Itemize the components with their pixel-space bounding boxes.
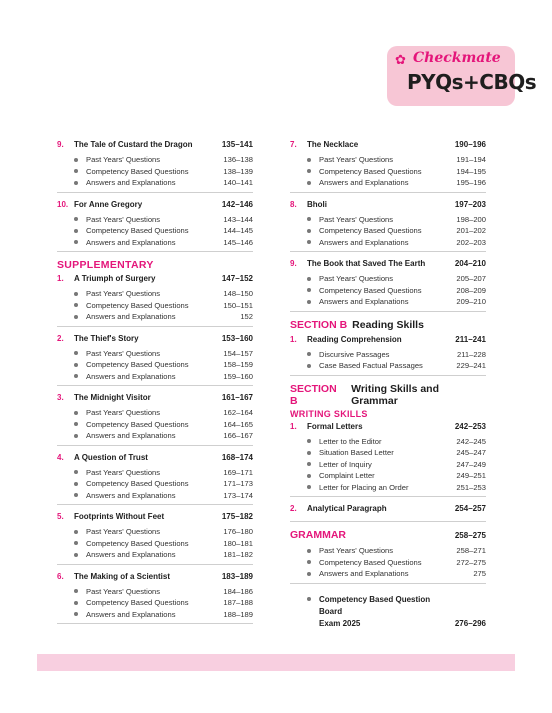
sub-item[interactable]	[57, 154, 253, 166]
board-line1: Competency Based Question Board	[319, 594, 431, 616]
sub-item-label: Past Years' Questions	[86, 289, 161, 299]
sub-item-pages: 166–167	[223, 431, 253, 441]
sub-item-pages: 173–174	[223, 490, 253, 500]
bullet-icon	[307, 474, 311, 478]
footer-band	[37, 654, 515, 671]
sub-item-pages: 245–247	[456, 448, 486, 458]
sub-item[interactable]	[290, 557, 486, 569]
sub-item[interactable]	[57, 288, 253, 300]
bullet-icon	[307, 572, 311, 576]
bullet-icon	[307, 364, 311, 368]
section-b-reading-heading	[290, 319, 486, 331]
sub-item-label: Competency Based Questions	[86, 538, 189, 548]
sub-item-label: Competency Based Questions	[319, 285, 422, 295]
sub-item-label: Answers and Explanations	[319, 178, 409, 188]
bullet-icon	[307, 181, 311, 185]
sub-item[interactable]	[57, 478, 253, 490]
chapter-pages: 190–196	[454, 140, 486, 149]
chapter-number: 1.	[290, 334, 297, 344]
grammar-heading: GRAMMAR	[290, 529, 346, 541]
sub-item-label: Answers and Explanations	[86, 178, 176, 188]
bullet-icon	[307, 277, 311, 281]
sub-item-label: Letter for Placing an Order	[319, 482, 409, 492]
sub-item-label: Competency Based Questions	[86, 300, 189, 310]
bullet-icon	[74, 601, 78, 605]
chapter-heading	[290, 200, 486, 214]
bullet-icon	[307, 217, 311, 221]
chapter-title: Analytical Paragraph	[307, 504, 387, 513]
writing-skills-heading: WRITING SKILLS	[290, 408, 368, 419]
bullet-icon	[307, 240, 311, 244]
sub-item-label: Answers and Explanations	[319, 237, 409, 247]
bullet-icon	[307, 352, 311, 356]
sub-item-pages: 249–251	[456, 471, 486, 481]
bullet-icon	[307, 462, 311, 466]
sub-item-pages: 138–139	[223, 166, 253, 176]
sub-item-pages: 251–253	[456, 482, 486, 492]
chapter-title: A Triumph of Surgery	[74, 274, 156, 283]
sub-item[interactable]	[290, 177, 486, 189]
chapter-entry[interactable]	[290, 335, 486, 376]
sub-item[interactable]	[57, 300, 253, 312]
bullet-icon	[74, 363, 78, 367]
chapter-number: 8.	[290, 199, 297, 209]
sub-item-label: Answers and Explanations	[319, 297, 409, 307]
bullet-icon	[307, 300, 311, 304]
badge-title: PYQs+CBQs	[407, 70, 537, 94]
sub-item[interactable]	[290, 436, 486, 448]
bullet-icon	[74, 169, 78, 173]
sub-item-pages: 229–241	[456, 361, 486, 371]
sub-item[interactable]	[57, 467, 253, 479]
sub-item-pages: 272–275	[456, 557, 486, 567]
sub-item[interactable]	[57, 538, 253, 550]
chapter-title: The Thief's Story	[74, 333, 139, 343]
sub-item-label: Competency Based Questions	[319, 557, 422, 567]
sub-item[interactable]	[57, 348, 253, 360]
sub-item[interactable]	[57, 214, 253, 226]
sub-item-label: Competency Based Questions	[86, 419, 189, 429]
chapter-pages: 135–141	[221, 140, 253, 149]
supplementary-heading: SUPPLEMENTARY	[57, 259, 154, 271]
sub-item-pages: 180–181	[223, 538, 253, 548]
sub-item-pages: 152	[240, 312, 253, 322]
sub-item-label: Past Years' Questions	[86, 527, 161, 537]
left-column	[57, 140, 253, 631]
badge-brand: Checkmate	[413, 50, 501, 66]
sub-item[interactable]	[290, 285, 486, 297]
chapter-entry[interactable]	[290, 140, 486, 193]
chapter-pages: 161–167	[221, 393, 253, 402]
grammar-entry[interactable]	[290, 529, 486, 584]
sub-item-label: Past Years' Questions	[319, 214, 394, 224]
sub-item-pages: 195–196	[456, 178, 486, 188]
chapter-title: Bholi	[307, 199, 327, 209]
sub-item[interactable]	[57, 359, 253, 371]
sub-item-pages: 208–209	[456, 285, 486, 295]
sub-item-pages: 148–150	[223, 289, 253, 299]
sub-item-pages: 140–141	[223, 178, 253, 188]
sub-item-pages: 242–245	[456, 436, 486, 446]
chapter-heading	[57, 393, 253, 407]
chapter-title: The Making of a Scientist	[74, 571, 171, 581]
sub-item-pages: 205–207	[456, 274, 486, 284]
sub-item-label: Past Years' Questions	[86, 155, 161, 165]
sub-item-pages: 275	[473, 569, 486, 579]
chapter-entry[interactable]	[57, 140, 253, 193]
chapter-pages: 254–257	[454, 504, 486, 513]
bullet-icon	[74, 470, 78, 474]
sub-item[interactable]	[290, 225, 486, 237]
leaf-logo-icon: ✿	[395, 52, 406, 67]
sub-item-pages: 144–145	[223, 226, 253, 236]
sub-item-label: Competency Based Questions	[319, 226, 422, 236]
chapter-entry[interactable]	[57, 512, 253, 565]
sub-item[interactable]	[57, 597, 253, 609]
sub-item-label: Discursive Passages	[319, 349, 390, 359]
chapter-title: For Anne Gregory	[74, 199, 143, 209]
sub-item[interactable]	[57, 430, 253, 442]
chapter-entry[interactable]	[57, 274, 253, 327]
chapter-number: 1.	[57, 274, 64, 283]
chapter-title: Footprints Without Feet	[74, 512, 165, 521]
sub-item-label: Competency Based Questions	[86, 226, 189, 236]
board-line2: Exam 2025	[319, 618, 361, 628]
chapter-heading	[57, 334, 253, 348]
bullet-icon	[74, 351, 78, 355]
sub-item-label: Answers and Explanations	[86, 550, 176, 560]
sub-item-label: Answers and Explanations	[86, 490, 176, 500]
sub-item-pages: 191–194	[456, 155, 486, 165]
sub-item-pages: 162–164	[223, 408, 253, 418]
sub-item[interactable]	[57, 526, 253, 538]
bullet-icon	[74, 292, 78, 296]
chapter-pages: 175–182	[221, 512, 253, 521]
chapter-title: The Book that Saved The Earth	[307, 259, 426, 268]
chapter-entry[interactable]	[290, 422, 486, 498]
chapter-entry[interactable]	[290, 504, 486, 522]
chapter-pages: 153–160	[221, 333, 253, 343]
sub-item-label: Answers and Explanations	[86, 431, 176, 441]
sub-item-label: Competency Based Questions	[86, 598, 189, 608]
chapter-number: 1.	[290, 421, 297, 431]
bullet-icon	[74, 434, 78, 438]
sub-item[interactable]	[57, 549, 253, 561]
sub-item-pages: 258–271	[456, 546, 486, 556]
sub-item-label: Answers and Explanations	[86, 371, 176, 381]
chapter-pages: 142–146	[221, 199, 253, 209]
bullet-icon	[74, 493, 78, 497]
sub-item-label: Past Years' Questions	[86, 214, 161, 224]
bullet-icon	[307, 597, 311, 601]
sub-item-pages: 176–180	[223, 527, 253, 537]
chapter-title: The Midnight Visitor	[74, 393, 151, 402]
chapter-heading	[57, 200, 253, 214]
sub-item[interactable]	[290, 273, 486, 285]
chapter-title: The Tale of Custard the Dragon	[74, 140, 193, 149]
chapter-number: 9.	[57, 140, 64, 149]
bullet-icon	[307, 485, 311, 489]
chapter-heading	[57, 572, 253, 586]
sub-item-pages: 184–186	[223, 586, 253, 596]
sub-item[interactable]	[290, 154, 486, 166]
chapter-number: 3.	[57, 393, 64, 402]
sub-item[interactable]	[290, 568, 486, 580]
sub-item-pages: 188–189	[223, 609, 253, 619]
sub-item-pages: 159–160	[223, 371, 253, 381]
section-title: Reading Skills	[352, 318, 424, 331]
sub-item[interactable]	[290, 459, 486, 471]
chapter-entry[interactable]	[290, 259, 486, 312]
sub-item-pages: 150–151	[223, 300, 253, 310]
sub-item-pages: 145–146	[223, 237, 253, 247]
bullet-icon	[74, 482, 78, 486]
section-prefix: SECTION B	[290, 382, 337, 407]
sub-item[interactable]	[57, 166, 253, 178]
chapter-entry[interactable]	[57, 334, 253, 387]
chapter-heading	[290, 504, 486, 518]
sub-item-label: Letter to the Editor	[319, 436, 382, 446]
sub-item-label: Past Years' Questions	[319, 546, 394, 556]
sub-item-pages: 194–195	[456, 166, 486, 176]
sub-item[interactable]	[57, 311, 253, 323]
bullet-icon	[74, 411, 78, 415]
bullet-icon	[74, 303, 78, 307]
chapter-title: Formal Letters	[307, 421, 363, 431]
sub-item-pages: 187–188	[223, 598, 253, 608]
chapter-heading	[290, 422, 486, 436]
bullet-icon	[74, 229, 78, 233]
chapter-entry[interactable]	[57, 453, 253, 506]
chapter-number: 6.	[57, 571, 64, 581]
sub-item-pages: 247–249	[456, 459, 486, 469]
chapter-heading	[57, 140, 253, 154]
sub-item[interactable]	[290, 237, 486, 249]
sub-item-label: Past Years' Questions	[86, 586, 161, 596]
bullet-icon	[307, 560, 311, 564]
bullet-icon	[74, 217, 78, 221]
sub-item-label: Past Years' Questions	[86, 348, 161, 358]
bullet-icon	[74, 158, 78, 162]
sub-item-label: Past Years' Questions	[86, 408, 161, 418]
chapter-pages: 183–189	[221, 571, 253, 581]
chapter-number: 10.	[57, 199, 69, 209]
sub-item[interactable]	[57, 586, 253, 598]
sub-item[interactable]	[57, 237, 253, 249]
sub-item[interactable]	[57, 371, 253, 383]
sub-item-label: Answers and Explanations	[319, 569, 409, 579]
bullet-icon	[74, 553, 78, 557]
sub-item-label: Past Years' Questions	[86, 467, 161, 477]
sub-item-pages: 158–159	[223, 360, 253, 370]
checkmate-badge	[387, 46, 537, 106]
sub-item-label: Answers and Explanations	[86, 312, 176, 322]
bullet-icon	[74, 422, 78, 426]
sub-item-label: Competency Based Questions	[86, 166, 189, 176]
chapter-heading	[57, 453, 253, 467]
sub-item-pages: 211–228	[457, 349, 486, 359]
right-column	[290, 140, 486, 630]
sub-item-label: Case Based Factual Passages	[319, 361, 423, 371]
sub-item-label: Complaint Letter	[319, 471, 375, 481]
chapter-number: 7.	[290, 140, 297, 149]
bullet-icon	[74, 181, 78, 185]
sub-item[interactable]	[57, 225, 253, 237]
chapter-pages: 242–253	[454, 421, 486, 431]
chapter-number: 2.	[290, 504, 297, 513]
bullet-icon	[74, 530, 78, 534]
chapter-pages: 197–203	[454, 199, 486, 209]
chapter-number: 2.	[57, 333, 64, 343]
chapter-pages: 211–241	[455, 334, 486, 344]
sub-item-pages: 164–165	[223, 419, 253, 429]
sub-item-label: Situation Based Letter	[319, 448, 394, 458]
bullet-icon	[74, 541, 78, 545]
sub-item-label: Letter of Inquiry	[319, 459, 372, 469]
sub-item[interactable]	[57, 490, 253, 502]
section-title: Writing Skills and Grammar	[351, 382, 439, 407]
sub-item-pages: 201–202	[456, 226, 486, 236]
bullet-icon	[74, 589, 78, 593]
chapter-pages: 204–210	[454, 259, 486, 268]
section-prefix: SECTION B	[290, 318, 348, 331]
sub-item-pages: 209–210	[456, 297, 486, 307]
chapter-entry[interactable]	[290, 200, 486, 253]
chapter-heading	[290, 259, 486, 273]
sub-item-label: Answers and Explanations	[86, 609, 176, 619]
sub-item-pages: 171–173	[223, 479, 253, 489]
chapter-number: 9.	[290, 259, 297, 268]
chapter-entry[interactable]	[57, 393, 253, 446]
sub-item[interactable]	[290, 349, 486, 361]
sub-item[interactable]	[57, 419, 253, 431]
sub-item[interactable]	[290, 482, 486, 494]
sub-item-pages: 198–200	[456, 214, 486, 224]
sub-item[interactable]	[290, 447, 486, 459]
sub-item[interactable]	[290, 470, 486, 482]
chapter-number: 4.	[57, 452, 64, 462]
sub-item-pages: 143–144	[223, 214, 253, 224]
chapter-heading	[290, 140, 486, 154]
chapter-number: 5.	[57, 512, 64, 521]
sub-item[interactable]	[57, 407, 253, 419]
bullet-icon	[307, 288, 311, 292]
sub-item-pages: 202–203	[456, 237, 486, 247]
section-b-writing-heading	[290, 383, 486, 407]
bullet-icon	[74, 240, 78, 244]
chapter-entry[interactable]	[57, 572, 253, 625]
sub-item-pages: 136–138	[223, 155, 253, 165]
chapter-title: The Necklace	[307, 140, 359, 149]
bullet-icon	[74, 315, 78, 319]
grammar-pages: 258–275	[454, 531, 486, 540]
board-pages: 276–296	[454, 618, 486, 628]
chapter-heading	[57, 512, 253, 526]
sub-item-pages: 169–171	[223, 467, 253, 477]
bullet-icon	[307, 169, 311, 173]
board-exam-entry[interactable]	[290, 594, 486, 630]
sub-item[interactable]	[290, 545, 486, 557]
chapter-heading	[290, 335, 486, 349]
sub-item-label: Competency Based Questions	[319, 166, 422, 176]
sub-item-label: Past Years' Questions	[319, 274, 394, 284]
sub-item[interactable]	[57, 177, 253, 189]
sub-item-label: Competency Based Questions	[86, 479, 189, 489]
bullet-icon	[307, 549, 311, 553]
sub-item-label: Past Years' Questions	[319, 155, 394, 165]
chapter-entry[interactable]	[57, 200, 253, 253]
sub-item[interactable]	[290, 214, 486, 226]
bullet-icon	[74, 374, 78, 378]
sub-item[interactable]	[57, 609, 253, 621]
sub-item-pages: 154–157	[223, 348, 253, 358]
bullet-icon	[307, 451, 311, 455]
sub-item-label: Competency Based Questions	[86, 360, 189, 370]
chapter-heading	[57, 274, 253, 288]
chapter-pages: 168–174	[221, 452, 253, 462]
sub-item-label: Answers and Explanations	[86, 237, 176, 247]
sub-item[interactable]	[290, 166, 486, 178]
bullet-icon	[307, 158, 311, 162]
chapter-title: A Question of Trust	[74, 452, 148, 462]
bullet-icon	[74, 612, 78, 616]
sub-item-pages: 181–182	[223, 550, 253, 560]
sub-item[interactable]	[290, 360, 486, 372]
bullet-icon	[307, 439, 311, 443]
sub-item[interactable]	[290, 296, 486, 308]
chapter-pages: 147–152	[221, 274, 253, 283]
chapter-title: Reading Comprehension	[307, 334, 402, 344]
bullet-icon	[307, 229, 311, 233]
